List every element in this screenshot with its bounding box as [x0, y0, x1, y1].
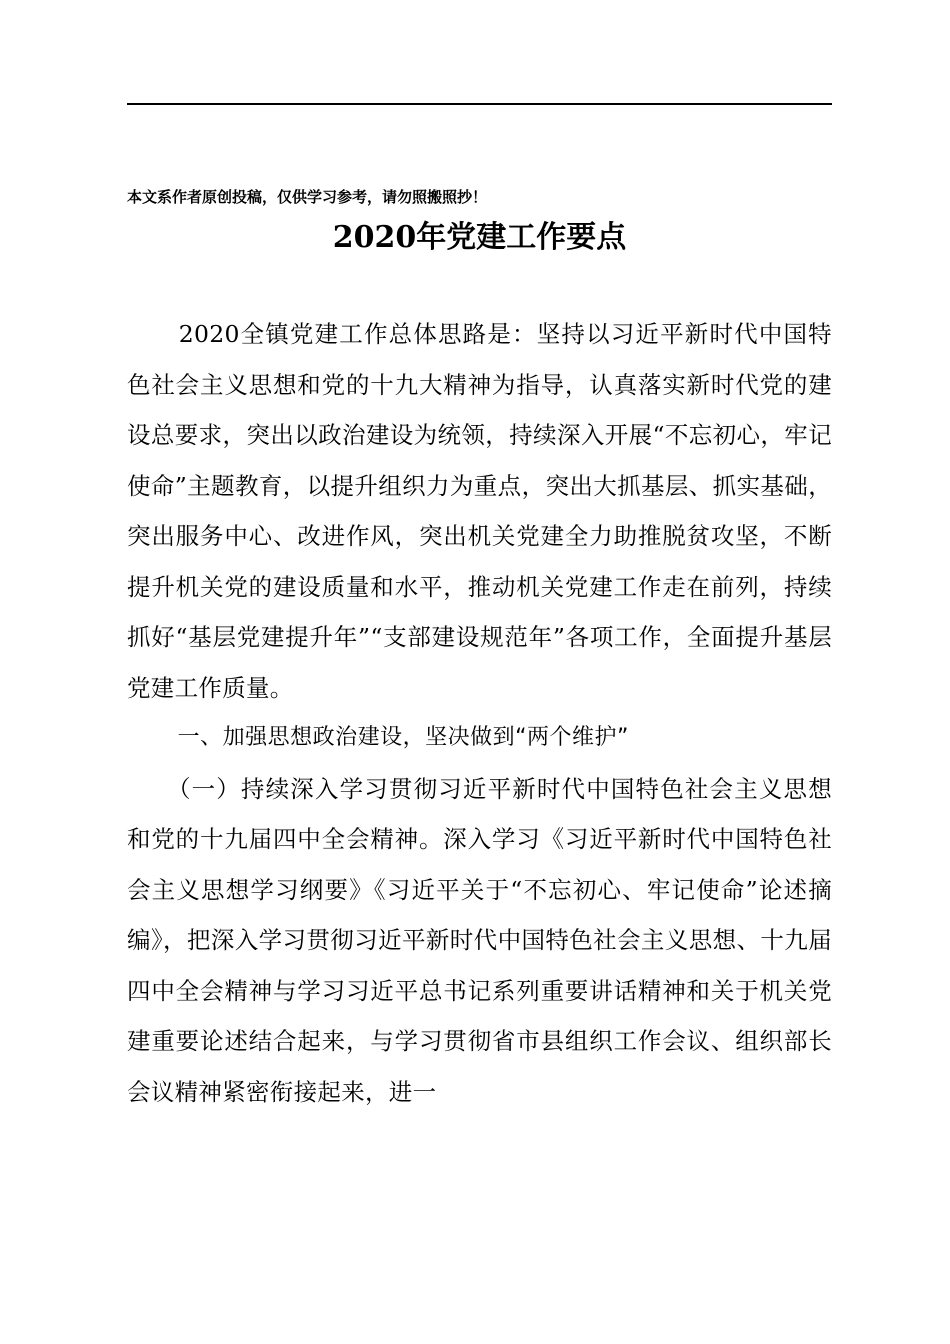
header-rule: [127, 103, 832, 105]
document-body: [127, 309, 832, 1117]
copyright-notice: 本文系作者原创投稿，仅供学习参考，请勿照搬照抄！: [127, 188, 488, 206]
intro-paragraph: 2020全镇党建工作总体思路是：坚持以习近平新时代中国特色社会主义思想和党的十九大精神为指导，认真落实新时代党的建设总要求，突出以政治建设为统领，持续深入开展“不忘初心，牢记使命”主题教育，以提升组织力为重点，突出大抓基层、抓实基础，突出服务中心、改进作风，突出机关党建全力助推脱贫攻坚，不断提升机关党的建设质量和水平，推动机关党建工作走在前列，持续抓好“基层党建提升年”“支部建设规范年”各项工作，全面提升基层党建工作质量。: [127, 320, 832, 702]
document-title: 2020年党建工作要点: [332, 220, 627, 255]
section-item-paragraph: （一）持续深入学习贯彻习近平新时代中国特色社会主义思想和党的十九届四中全会精神。深入学习《习近平新时代中国特色社会主义思想学习纲要》《习近平关于“不忘初心、牢记使命”论述摘编》，把深入学习贯彻习近平新时代中国特色社会主义思想、十九届四中全会精神与学习习近平总书记系列重要讲话精神和关于机关党建重要论述结合起来，与学习贯彻省市县组织工作会议、组织部长会议精神紧密衔接起来，进一: [127, 774, 832, 1106]
section-heading: 一、加强思想政治建设，坚决做到“两个维护”: [177, 725, 629, 750]
